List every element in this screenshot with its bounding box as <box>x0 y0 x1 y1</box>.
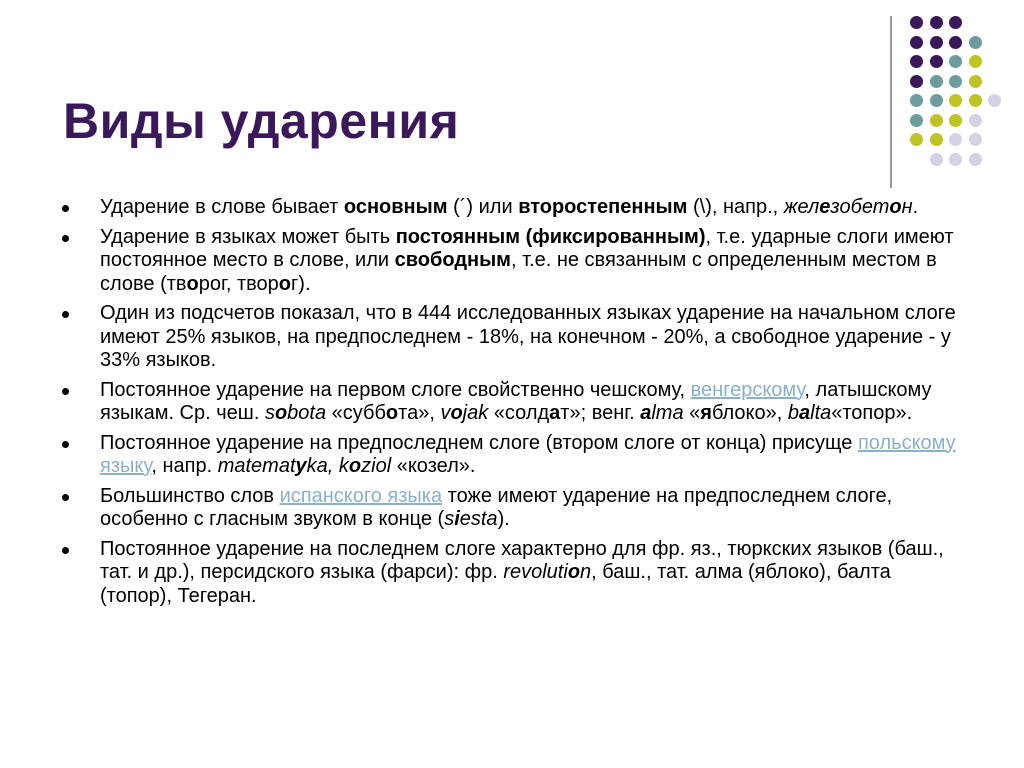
bullet-text: постоянным (фиксированным) <box>395 225 706 248</box>
bullet-text: . <box>912 196 919 218</box>
bullet-text: свободным <box>394 249 511 271</box>
bullet-text: , напр. <box>151 455 218 477</box>
text-link[interactable]: венгерскому <box>690 378 805 401</box>
decorative-dot-grid <box>910 16 1010 166</box>
decorative-dot <box>949 94 962 107</box>
bullet-text: рог, твор <box>198 272 279 295</box>
bullet-list <box>60 196 965 614</box>
bullet-text: а <box>549 402 561 424</box>
bullet-text: lma <box>651 402 684 424</box>
bullet-text: jak <box>462 402 489 424</box>
bullet-text: ziol <box>361 455 392 477</box>
bullet-item <box>60 432 965 479</box>
decorative-dot <box>969 75 982 88</box>
bullet-text: я <box>700 402 712 424</box>
bullet-dot-icon <box>62 235 69 242</box>
decorative-dot <box>949 16 962 29</box>
bullet-item <box>60 538 965 609</box>
decorative-dot <box>930 16 943 29</box>
bullet-dot-icon <box>62 388 69 395</box>
bullet-text: Постоянное ударение на предпоследнем слоге (втором слоге от конца) присуще <box>100 431 858 454</box>
bullet-text: s <box>264 402 275 424</box>
decorative-dot <box>969 133 982 146</box>
bullet-text: , т.е. не связанным с определенным местом в слове (тв <box>100 249 937 295</box>
bullet-dot-icon <box>62 547 69 554</box>
decorative-dot <box>930 94 943 107</box>
decorative-dot <box>969 114 982 127</box>
bullet-text: a <box>640 402 652 424</box>
bullet-dot-icon <box>62 311 69 318</box>
bullet-item <box>60 379 965 426</box>
decorative-dot <box>930 114 943 127</box>
bullet-text: matemat <box>217 455 296 477</box>
bullet-text: т»; венг. <box>560 402 641 424</box>
bullet-text: « <box>683 402 701 424</box>
decorative-dot <box>930 153 943 166</box>
decorative-dot <box>969 55 982 68</box>
decorative-dot <box>949 133 962 146</box>
bullet-text: revoluti <box>503 561 568 583</box>
bullet-text: a <box>799 402 811 424</box>
bullet-text: (\), напр., <box>687 196 784 218</box>
bullet-text: , т.е. ударные слоги имеют постоянное место в слове, или <box>100 225 954 271</box>
bullet-item <box>60 485 965 532</box>
bullet-text: o <box>450 402 463 424</box>
bullet-text: второстепенным <box>518 196 688 218</box>
bullet-text: i <box>454 508 460 530</box>
bullet-text: Ударение в языках может быть <box>100 225 396 248</box>
bullet-text: Большинство слов <box>100 484 280 507</box>
bullet-item <box>60 196 965 220</box>
decorative-dot <box>930 133 943 146</box>
bullet-text: o <box>567 561 581 583</box>
bullet-text: esta <box>459 508 498 530</box>
bullet-text: Постоянное ударение на последнем слоге характерно для фр. яз., тюркских языков (баш., тат. и др.), персидского языка (фарси): фр. <box>100 537 944 583</box>
bullet-text: n <box>580 561 592 583</box>
decorative-dot <box>910 133 923 146</box>
bullet-text: ). <box>497 508 510 530</box>
decorative-dot <box>910 94 923 107</box>
bullet-text: о <box>186 272 199 295</box>
bullet-text: о <box>278 272 292 295</box>
decorative-dot <box>910 16 923 29</box>
bullet-text: o <box>348 455 362 477</box>
bullet-dot-icon <box>62 494 69 501</box>
bullet-text: Постоянное ударение на первом слоге свойственно чешскому, <box>100 378 691 401</box>
decorative-dot <box>910 36 923 49</box>
bullet-text: жел <box>783 196 820 218</box>
decorative-dot <box>988 94 1001 107</box>
bullet-dot-icon <box>62 205 69 212</box>
decorative-dot <box>910 55 923 68</box>
bullet-text: блоко», <box>711 402 788 424</box>
bullet-text: та», <box>398 402 441 424</box>
bullet-text: ka, k <box>306 455 349 477</box>
bullet-text: Один из подсчетов показал, что в 444 исследованных языках ударение на начальном слоге имеют 25% языков, на предпоследнем - 18%, на конечном - 20%, а свободное ударение - у 33% языков. <box>100 302 956 371</box>
bullet-text: основным <box>343 196 448 218</box>
vertical-divider <box>890 16 892 188</box>
bullet-text: е <box>819 196 831 218</box>
decorative-dot <box>969 36 982 49</box>
bullet-text: «топор». <box>831 402 913 424</box>
bullet-text: «солд <box>488 402 550 424</box>
decorative-dot <box>930 36 943 49</box>
bullet-dot-icon <box>62 441 69 448</box>
decorative-dot <box>969 153 982 166</box>
bullet-text: н <box>901 196 913 218</box>
bullet-text: y <box>295 455 307 477</box>
bullet-text: v <box>440 402 451 424</box>
decorative-dot <box>949 55 962 68</box>
decorative-dot <box>949 153 962 166</box>
bullet-text: о <box>385 402 399 424</box>
bullet-text: s <box>444 508 455 530</box>
bullet-text: «козел». <box>391 455 476 477</box>
bullet-text: , латышскому языкам. Ср. чеш. <box>100 378 932 424</box>
bullet-item <box>60 226 965 297</box>
bullet-text: тоже имеют ударение на предпоследнем слоге, особенно с гласным звуком в конце ( <box>100 484 893 530</box>
bullet-text: Ударение в слове бывает <box>100 196 344 218</box>
bullet-text: lta <box>810 402 832 424</box>
bullet-text: bota <box>287 402 327 424</box>
bullet-text: зобет <box>830 196 890 218</box>
bullet-text: «субб <box>326 402 386 424</box>
decorative-dot <box>949 114 962 127</box>
decorative-dot <box>949 36 962 49</box>
bullet-text: о <box>889 196 902 218</box>
bullet-text: b <box>787 402 799 424</box>
decorative-dot <box>930 55 943 68</box>
bullet-text: , баш., тат. алма (яблоко), балта (топор), Тегеран. <box>100 561 891 607</box>
decorative-dot <box>910 75 923 88</box>
slide-title: Виды ударения <box>63 93 460 149</box>
decorative-dot <box>930 75 943 88</box>
text-link[interactable]: польскому языку <box>100 431 956 477</box>
bullet-text: o <box>274 402 288 424</box>
bullet-item <box>60 302 965 373</box>
decorative-dot <box>949 75 962 88</box>
decorative-dot <box>969 94 982 107</box>
bullet-text: (´) или <box>447 196 519 218</box>
text-link[interactable]: испанского языка <box>279 484 443 507</box>
decorative-dot <box>910 114 923 127</box>
bullet-text: г). <box>291 272 311 295</box>
